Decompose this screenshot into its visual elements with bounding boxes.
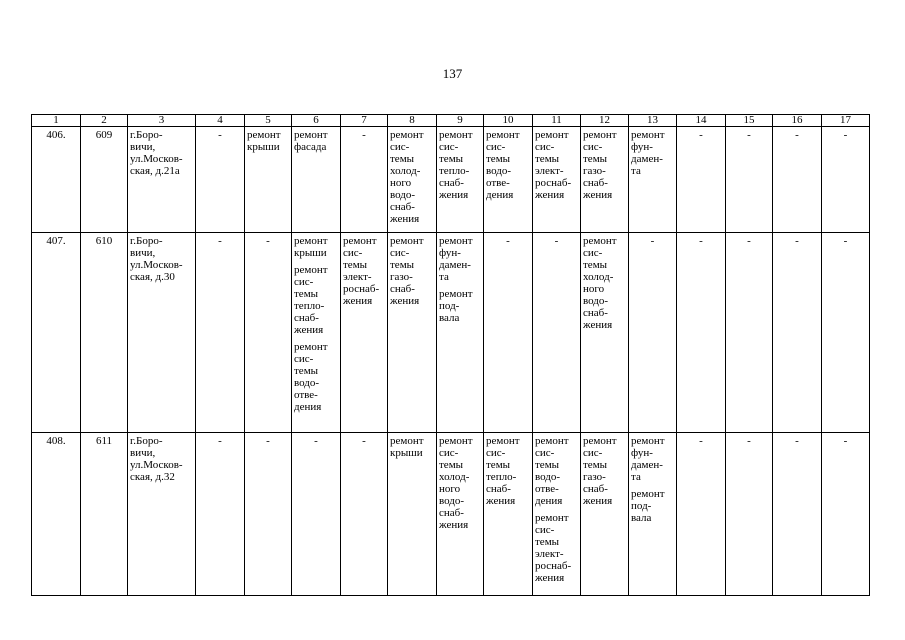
table-cell — [128, 433, 196, 596]
cell-text: - — [699, 129, 703, 141]
cell-text: 407. — [46, 235, 66, 247]
table-cell — [388, 127, 437, 233]
cell-text: ремонт сис- темы элект- роснаб- жения — [535, 512, 572, 584]
table-cell — [341, 433, 388, 596]
cell-text: ремонт сис- темы тепло- снаб- жения — [294, 264, 328, 336]
column-header: 17 — [822, 115, 870, 127]
table-cell — [677, 433, 726, 596]
table-cell — [533, 233, 581, 433]
cell-text: - — [747, 129, 751, 141]
table-cell — [81, 127, 128, 233]
table-cell — [629, 127, 677, 233]
table-cell — [292, 433, 341, 596]
table-row — [32, 233, 870, 433]
column-header: 8 — [388, 115, 437, 127]
table-cell — [245, 127, 292, 233]
cell-text: - — [699, 435, 703, 447]
table-cell — [388, 433, 437, 596]
table-cell — [484, 233, 533, 433]
cell-text: ремонт сис- темы водо- отве- дения — [486, 129, 520, 201]
table-cell — [484, 127, 533, 233]
column-header: 4 — [196, 115, 245, 127]
table-cell — [388, 233, 437, 433]
table-cell — [773, 127, 822, 233]
cell-text: 611 — [95, 435, 113, 447]
table-cell — [245, 433, 292, 596]
cell-text: г.Боро- вичи, ул.Москов- ская, д.21а — [130, 129, 183, 177]
table-cell — [196, 127, 245, 233]
cell-text: - — [747, 435, 751, 447]
cell-text: - — [266, 235, 270, 247]
cell-text: - — [650, 235, 655, 247]
table-cell — [822, 127, 870, 233]
cell-text: - — [362, 129, 366, 141]
cell-text: - — [747, 235, 751, 247]
table-cell — [32, 433, 81, 596]
table-cell — [196, 233, 245, 433]
cell-text: - — [362, 435, 366, 447]
cell-text: ремонт под- вала — [631, 488, 665, 524]
table-cell — [773, 433, 822, 596]
column-header: 15 — [726, 115, 773, 127]
table-cell — [822, 433, 870, 596]
cell-text: ремонт сис- темы тепло- снаб- жения — [486, 435, 520, 507]
table-cell — [773, 233, 822, 433]
cell-text: ремонт фасада — [294, 129, 328, 153]
cell-text: ремонт крыши — [294, 235, 328, 259]
header-row — [32, 115, 870, 127]
cell-text: ремонт сис- темы холод- ного водо- снаб- жения — [390, 129, 424, 225]
cell-text: ремонт сис- темы холод- ного водо- снаб- жения — [583, 235, 617, 331]
column-header: 14 — [677, 115, 726, 127]
cell-text: г.Боро- вичи, ул.Москов- ская, д.30 — [130, 235, 183, 283]
table-cell — [629, 433, 677, 596]
page-number: 137 — [442, 66, 463, 81]
column-header: 10 — [484, 115, 533, 127]
cell-text: - — [843, 435, 848, 447]
column-header: 3 — [128, 115, 196, 127]
table-cell — [533, 127, 581, 233]
table-cell — [726, 433, 773, 596]
table-cell — [677, 233, 726, 433]
cell-text: - — [218, 435, 222, 447]
cell-text: - — [314, 435, 318, 447]
cell-text: ремонт фун- дамен- та — [631, 435, 665, 483]
cell-text: ремонт фун- дамен- та — [439, 235, 473, 283]
table-cell — [245, 233, 292, 433]
cell-text: ремонт сис- темы элект- роснаб- жения — [343, 235, 380, 307]
cell-text: ремонт сис- темы холод- ного водо- снаб- жения — [439, 435, 473, 531]
table-cell — [196, 433, 245, 596]
cell-text: ремонт сис- темы газо- снаб- жения — [583, 129, 617, 201]
table-cell — [581, 127, 629, 233]
table-cell — [581, 433, 629, 596]
cell-text: - — [506, 235, 510, 247]
cell-text: - — [795, 129, 799, 141]
table-cell — [533, 433, 581, 596]
column-header: 9 — [437, 115, 484, 127]
cell-text: ремонт под- вала — [439, 288, 473, 324]
table-cell — [726, 233, 773, 433]
column-header: 7 — [341, 115, 388, 127]
cell-text: - — [843, 129, 848, 141]
cell-text: ремонт сис- темы водо- отве- дения — [294, 341, 328, 413]
table-cell — [81, 433, 128, 596]
cell-text: ремонт крыши — [247, 129, 281, 153]
cell-text: ремонт сис- темы газо- снаб- жения — [583, 435, 617, 507]
cell-text: ремонт крыши — [390, 435, 424, 459]
column-header: 6 — [292, 115, 341, 127]
cell-text: ремонт фун- дамен- та — [631, 129, 665, 177]
column-header: 11 — [533, 115, 581, 127]
column-header: 2 — [81, 115, 128, 127]
table-cell — [128, 233, 196, 433]
column-header: 5 — [245, 115, 292, 127]
table-row — [32, 127, 870, 233]
column-header: 1 — [32, 115, 81, 127]
repair-schedule-table — [31, 114, 870, 596]
table-cell — [437, 127, 484, 233]
cell-text: ремонт сис- темы газо- снаб- жения — [390, 235, 424, 307]
cell-text: - — [554, 235, 559, 247]
table-cell — [32, 127, 81, 233]
cell-text: г.Боро- вичи, ул.Москов- ская, д.32 — [130, 435, 183, 483]
cell-text: 406. — [46, 129, 66, 141]
table-cell — [726, 127, 773, 233]
table-cell — [629, 233, 677, 433]
table-cell — [677, 127, 726, 233]
table-cell — [128, 127, 196, 233]
cell-text: 408. — [46, 435, 66, 447]
cell-text: - — [218, 235, 222, 247]
cell-text: ремонт сис- темы водо- отве- дения — [535, 435, 569, 507]
table-cell — [341, 233, 388, 433]
cell-text: - — [795, 235, 799, 247]
table-cell — [437, 233, 484, 433]
column-header: 12 — [581, 115, 629, 127]
table-cell — [341, 127, 388, 233]
cell-text: - — [266, 435, 270, 447]
table-cell — [437, 433, 484, 596]
table-row — [32, 433, 870, 596]
cell-text: - — [795, 435, 799, 447]
table-body — [32, 127, 870, 596]
column-header: 13 — [629, 115, 677, 127]
table-cell — [822, 233, 870, 433]
cell-text: - — [218, 129, 222, 141]
table-cell — [484, 433, 533, 596]
table-cell — [81, 233, 128, 433]
table-cell — [581, 233, 629, 433]
cell-text: ремонт сис- темы тепло- снаб- жения — [439, 129, 473, 201]
cell-text: - — [699, 235, 703, 247]
table-cell — [292, 233, 341, 433]
cell-text: 610 — [95, 235, 113, 247]
cell-text: 609 — [95, 129, 113, 141]
table-cell — [292, 127, 341, 233]
column-header: 16 — [773, 115, 822, 127]
table-cell — [32, 233, 81, 433]
cell-text: - — [843, 235, 848, 247]
cell-text: ремонт сис- темы элект- роснаб- жения — [535, 129, 572, 201]
